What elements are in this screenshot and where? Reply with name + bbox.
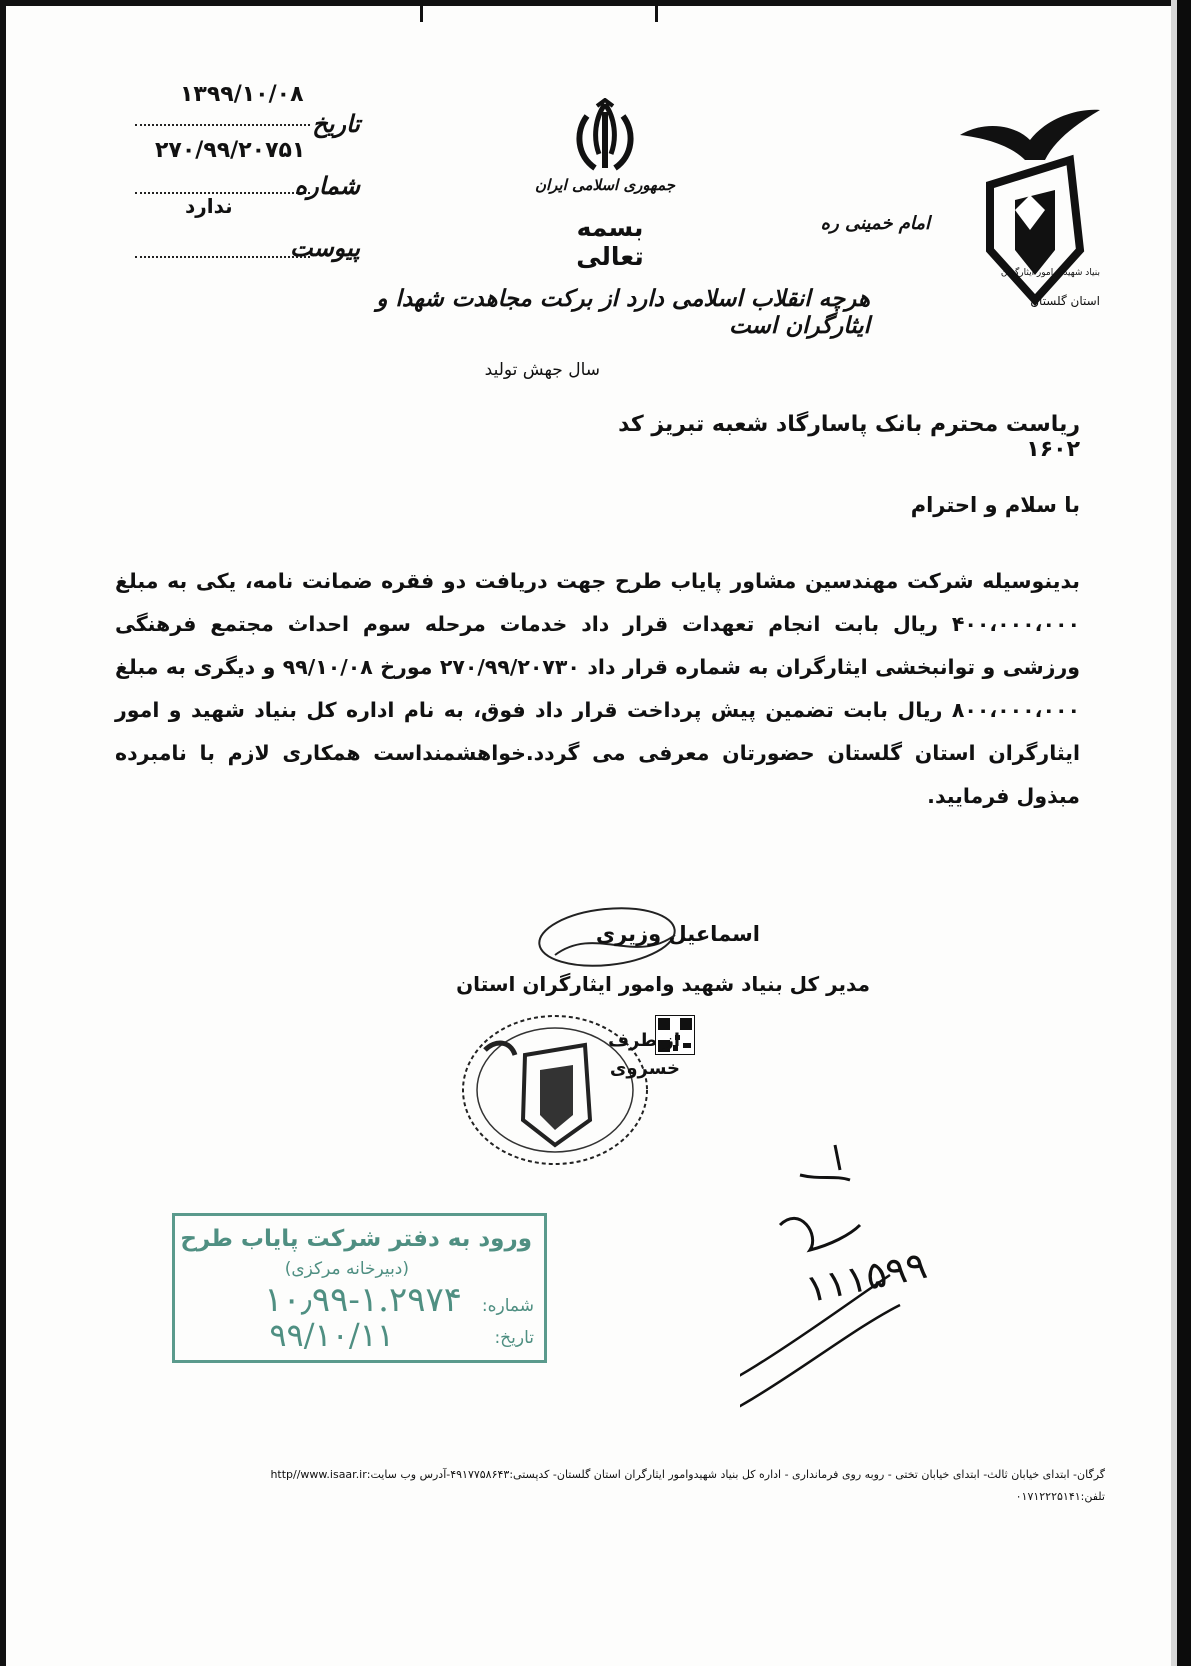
deputy-line-1: از طرف (608, 1030, 680, 1051)
footer-address: گرگان- ابتدای خیابان ثالث- ابتدای خیابان تختی - روبه روی فرمانداری - اداره کل بنیاد شهیدوامور ایثارگران استان گلستان- کدپستی:۴۹۱۷۷۵۸۶۴۳-آدرس وب سایت:http//www.isaar.ir (270, 1468, 1105, 1481)
receipt-number-value: ۱۰٫۹۹-۱.۲۹۷۴ (264, 1280, 462, 1320)
number-label: شماره (294, 171, 360, 200)
svg-text:استان گلستان: استان گلستان (1030, 294, 1100, 308)
imam-label: امام خمینی ره (820, 213, 930, 234)
deputy-signature (560, 1030, 680, 1090)
date-row (125, 82, 360, 138)
signatory-title: مدیر کل بنیاد شهید وامور ایثارگران استان (456, 972, 870, 996)
svg-text:بنیاد شهید و امور ایثارگران: بنیاد شهید و امور ایثارگران (1000, 268, 1100, 278)
year-slogan: سال جهش تولید (484, 360, 600, 380)
number-row (125, 138, 360, 200)
handwritten-number: ۱۱۱۵۹۹ (801, 1242, 931, 1312)
attachment-row (125, 194, 360, 262)
deputy-line-2: خسروی (609, 1058, 680, 1079)
date-line (135, 124, 310, 126)
receipt-stamp-title: ورود به دفتر شرکت پایاب طرح (180, 1226, 532, 1252)
date-value: ۱۳۹۹/۱۰/۰۸ (180, 82, 304, 107)
receipt-date-value: ۹۹/۱۰/۱۱ (269, 1316, 394, 1354)
scan-tick-mark (420, 0, 423, 22)
scan-edge-top (0, 0, 1191, 6)
receipt-number-label: شماره: (481, 1296, 534, 1316)
date-label: تاریخ (312, 109, 360, 138)
footer-phone: تلفن:۰۱۷۱۲۲۲۵۱۴۱ (1015, 1490, 1105, 1503)
emblem-caption: جمهوری اسلامی ایران (534, 176, 676, 194)
scan-edge-left (0, 0, 6, 1666)
bismillah: بسمه تعالی (576, 213, 644, 271)
scan-tick-mark (655, 0, 658, 22)
recipient-line: ریاست محترم بانک پاسارگاد شعبه تبریز کد ۱۶۰۲ (618, 412, 1080, 462)
receipt-stamp (172, 1213, 547, 1363)
letter-body: بدینوسیله شرکت مهندسین مشاور پایاب طرح جهت دریافت دو فقره ضمانت نامه، یکی به مبلغ ۴۰۰،۰۰۰،۰۰۰ ریال بابت انجام تعهدات قرار داد خدمات مرحله سوم احداث مجتمع فرهنگی ورزشی و توانبخشی ایثارگران به شماره قرار داد ۲۷۰/۹۹/۲۰۷۳۰ مورخ ۹۹/۱۰/۰۸ و دیگری به مبلغ ۸۰۰،۰۰۰،۰۰۰ ریال بابت تضمین پیش پرداخت قرار داد فوق، به نام اداره کل بنیاد شهید و امور ایثارگران استان گلستان حضورتان معرفی می گردد.خواهشمنداست همکاری لازم با نامبرده مبذول فرمایید. (115, 569, 1080, 808)
number-value: ۲۷۰/۹۹/۲۰۷۵۱ (155, 138, 306, 163)
signatory-name: اسماعیل وزیری (595, 922, 760, 946)
attachment-line (135, 256, 310, 258)
receipt-date-label: تاریخ: (494, 1328, 534, 1348)
greeting: با سلام و احترام (910, 493, 1080, 517)
attachment-label: پیوست (290, 233, 360, 262)
receipt-stamp-subtitle: (دبیرخانه مرکزی) (284, 1259, 409, 1279)
motto: هرچه انقلاب اسلامی دارد از برکت مجاهدت شهدا و ایثارگران است (376, 285, 870, 339)
scan-edge-right (1177, 0, 1191, 1666)
foundation-logo-icon (955, 100, 1105, 320)
attachment-value: ندارد (185, 194, 233, 218)
iran-emblem-icon (565, 98, 645, 178)
